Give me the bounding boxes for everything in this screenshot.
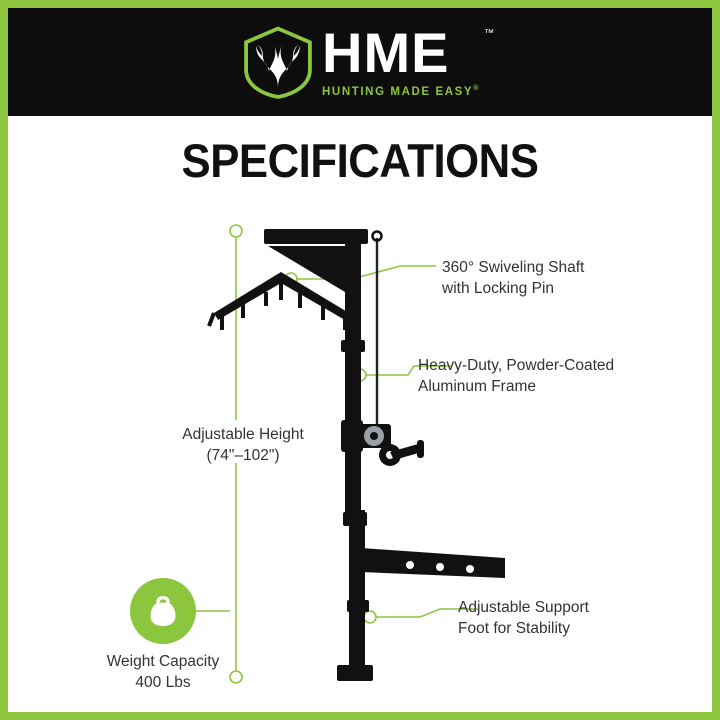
callout-frame-line2: Aluminum Frame [418,377,536,395]
callout-capacity-line1: Weight Capacity [106,653,220,670]
callout-support-foot [458,598,708,640]
brand-name: HME [322,21,450,85]
callout-frame [418,356,698,398]
callout-frame-line1: Heavy-Duty, Powder-Coated [418,357,615,374]
brand-trademark: ™ [483,28,494,40]
callout-swivel-line2: with Locking Pin [442,279,555,297]
callout-swivel-shaft [442,258,692,300]
weight-capacity-badge [130,578,196,644]
callout-weight-capacity [63,652,263,694]
callout-height-line2: (74"–102") [206,446,280,464]
callout-swivel-line1: 360° Swiveling Shaft [442,259,585,276]
callout-capacity-line2: 400 Lbs [135,673,191,691]
page-title: SPECIFICATIONS [181,134,539,187]
brand-tagline: HUNTING MADE EASY® [322,85,480,99]
callout-foot-line1: Adjustable Support [458,599,589,616]
callout-adjustable-height [118,425,368,467]
callout-height-line1: Adjustable Height [182,426,304,443]
weight-kettlebell-icon [143,591,183,631]
callout-foot-line2: Foot for Stability [458,619,570,637]
